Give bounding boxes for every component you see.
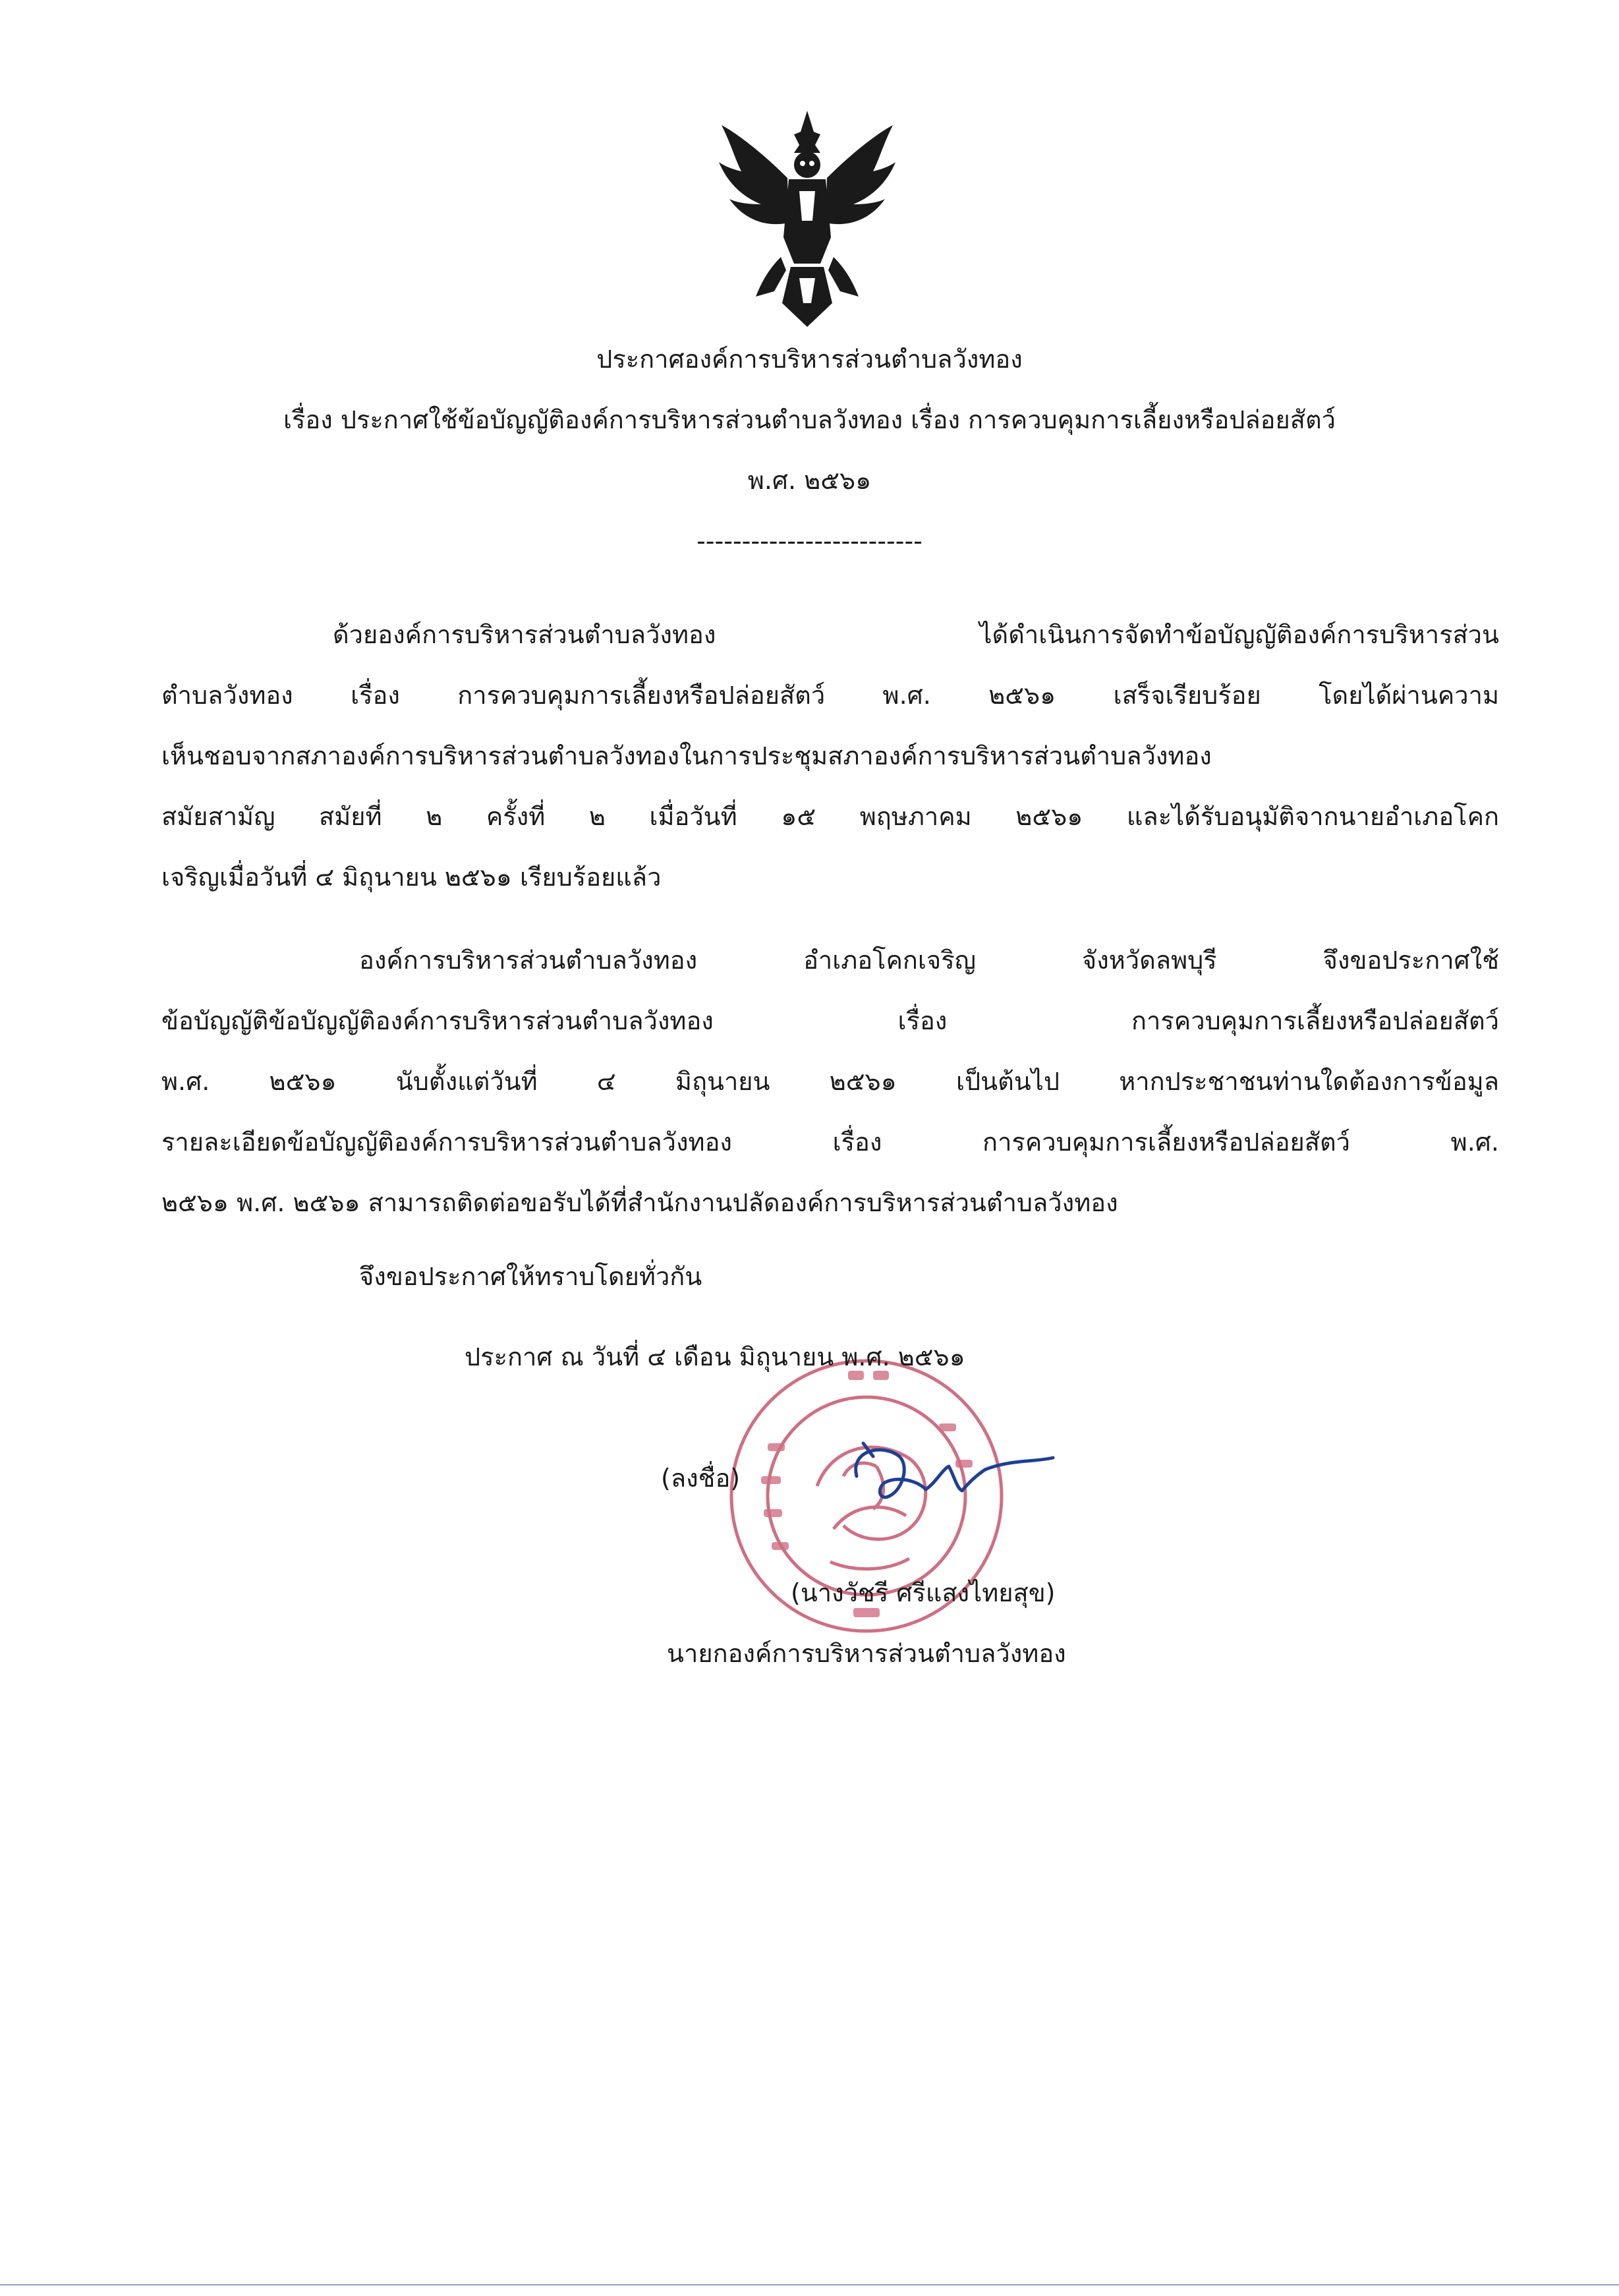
paragraph1-line: ด้วยองค์การบริหารส่วนตำบลวังทอง ได้ดำเนินการจัดทำข้อบัญญัติองค์การบริหารส่วน <box>333 620 1499 649</box>
signer-position: นายกองค์การบริหารส่วนตำบลวังทอง <box>667 1639 1066 1668</box>
announcement-date: ประกาศ ณ วันที่ ๔ เดือน มิถุนายน พ.ศ. ๒๕๖๑ <box>465 1342 965 1371</box>
garuda-emblem-icon <box>715 105 899 330</box>
sign-label: (ลงชื่อ) <box>661 1464 741 1493</box>
paragraph2-line: รายละเอียดข้อบัญญัติองค์การบริหารส่วนตำบลวังทอง เรื่อง การควบคุมการเลี้ยงหรือปล่อยสัตว์ พ.ศ. <box>161 1128 1499 1157</box>
announcement-subject: เรื่อง ประกาศใช้ข้อบัญญัติองค์การบริหารส่วนตำบลวังทอง เรื่อง การควบคุมการเลี้ยงหรือปล่อยสัตว์ <box>283 405 1336 434</box>
paragraph2-line: ข้อบัญญัติข้อบัญญัติองค์การบริหารส่วนตำบลวังทอง เรื่อง การควบคุมการเลี้ยงหรือปล่อยสัตว์ <box>161 1006 1499 1035</box>
signer-name: (นางวัชรี ศรีแสงไทยสุข) <box>791 1578 1056 1607</box>
paragraph1-line: สมัยสามัญ สมัยที่ ๒ ครั้งที่ ๒ เมื่อวันที่ ๑๕ พฤษภาคม ๒๕๖๑ และได้รับอนุมัติจากนายอำเภอโคก <box>161 802 1499 831</box>
handwritten-signature-icon <box>843 1430 1081 1516</box>
paragraph2-line: พ.ศ. ๒๕๖๑ นับตั้งแต่วันที่ ๔ มิถุนายน ๒๕๖๑ เป็นต้นไป หากประชาชนท่านใดต้องการข้อมูล <box>161 1067 1499 1096</box>
paragraph1-line: เจริญเมื่อวันที่ ๔ มิถุนายน ๒๕๖๑ เรียบร้อยแล้ว <box>161 863 662 892</box>
paragraph2-line: ๒๕๖๑ พ.ศ. ๒๕๖๑ สามารถติดต่อขอรับได้ที่สำนักงานปลัดองค์การบริหารส่วนตำบลวังทอง <box>161 1188 1118 1217</box>
closing-line: จึงขอประกาศให้ทราบโดยทั่วกัน <box>359 1262 702 1291</box>
paragraph2-line: องค์การบริหารส่วนตำบลวังทอง อำเภอโคกเจริญ จังหวัดลพบุรี จึงขอประกาศใช้ <box>359 946 1499 975</box>
announcement-title: ประกาศองค์การบริหารส่วนตำบลวังทอง <box>596 345 1023 374</box>
announcement-year: พ.ศ. ๒๕๖๑ <box>747 466 872 495</box>
paragraph1-line: เห็นชอบจากสภาองค์การบริหารส่วนตำบลวังทองในการประชุมสภาองค์การบริหารส่วนตำบลวังทอง <box>161 741 1212 770</box>
bottom-rule <box>0 2284 1619 2285</box>
header-separator: ------------------------- <box>696 527 923 556</box>
paragraph1-line: ตำบลวังทอง เรื่อง การควบคุมการเลี้ยงหรือปล่อยสัตว์ พ.ศ. ๒๕๖๑ เสร็จเรียบร้อย โดยได้ผ่านความ <box>161 681 1499 710</box>
